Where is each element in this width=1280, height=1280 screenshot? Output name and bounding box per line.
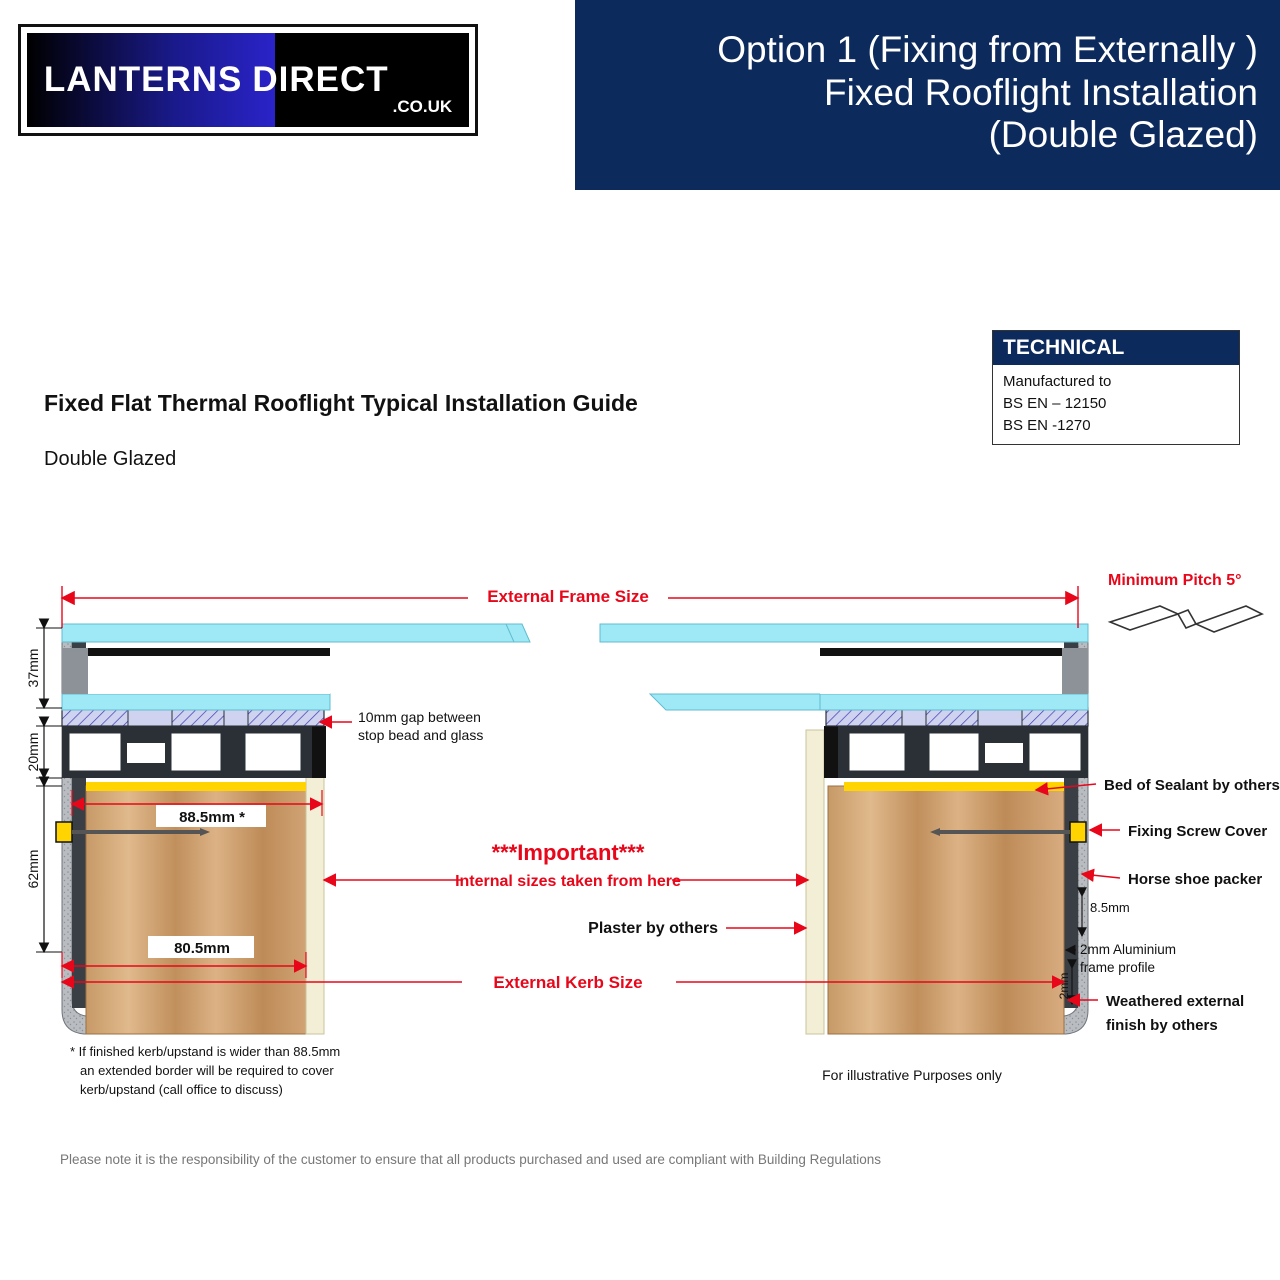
dim-88-5mm: 88.5mm * <box>179 809 245 826</box>
kerb-footnote-line-2: an extended border will be required to cover <box>80 1062 334 1078</box>
label-external-frame-size: External Frame Size <box>487 587 649 606</box>
callout-minimum-pitch: Minimum Pitch 5° <box>1108 572 1242 589</box>
callout-plaster-by-others: Plaster by others <box>588 920 718 937</box>
title-line-1: Option 1 (Fixing from Externally ) <box>717 29 1258 71</box>
note-illustrative: For illustrative Purposes only <box>822 1067 1002 1083</box>
kerb-footnote-line-1: * If finished kerb/upstand is wider than 88.5mm <box>70 1044 341 1059</box>
callout-bed-of-sealant: Bed of Sealant by others <box>1104 777 1280 794</box>
callout-10mm-gap-line2: stop bead and glass <box>358 727 484 743</box>
title-line-2: Fixed Rooflight Installation <box>824 71 1258 113</box>
technical-line-2: BS EN – 12150 <box>1003 394 1107 412</box>
logo-text-lanterns: LANTERNS <box>43 60 243 99</box>
callout-external-kerb-size: External Kerb Size <box>493 973 643 992</box>
callout-weathered-line2: finish by others <box>1106 1017 1218 1034</box>
dim-20mm: 20mm <box>25 732 41 772</box>
callout-horse-shoe-packer: Horse shoe packer <box>1128 871 1263 888</box>
callout-important: ***Important*** <box>491 840 645 865</box>
dim-8-5mm: 8.5mm <box>1090 900 1130 915</box>
callout-alu-profile-line2: frame profile <box>1080 960 1156 975</box>
kerb-footnote-line-3: kerb/upstand (call office to discuss) <box>80 1081 283 1097</box>
dim-2mm: 2mm <box>1057 972 1071 1000</box>
title-line-3: (Double Glazed) <box>988 114 1258 156</box>
technical-line-1: Manufactured to <box>1003 373 1112 390</box>
technical-line-3: BS EN -1270 <box>1003 416 1091 434</box>
callout-internal-sizes: Internal sizes taken from here <box>455 873 681 890</box>
minimum-pitch-icon <box>1110 606 1262 632</box>
technical-box-title: TECHNICAL <box>993 331 1239 365</box>
dim-37mm: 37mm <box>25 648 41 688</box>
page-title: Fixed Flat Thermal Rooflight Typical Installation Guide <box>44 390 638 416</box>
kerb-footnote <box>70 1043 470 1100</box>
logo-text-couk: .CO.UK <box>392 97 453 116</box>
callout-weathered-line1: Weathered external <box>1106 993 1245 1010</box>
callout-alu-profile-line1: 2mm Aluminium <box>1080 942 1177 957</box>
dim-80-5mm: 80.5mm <box>174 940 230 957</box>
callout-10mm-gap-line1: 10mm gap between <box>358 709 481 725</box>
page-subtitle: Double Glazed <box>44 448 177 470</box>
footer-disclaimer: Please note it is the responsibility of the customer to ensure that all products purchased and used are compliant with Building Regulations <box>60 1152 881 1167</box>
logo-text-direct: DIRECT <box>252 60 389 99</box>
dim-62mm: 62mm <box>25 849 41 889</box>
callout-fixing-screw-cover: Fixing Screw Cover <box>1128 823 1268 840</box>
